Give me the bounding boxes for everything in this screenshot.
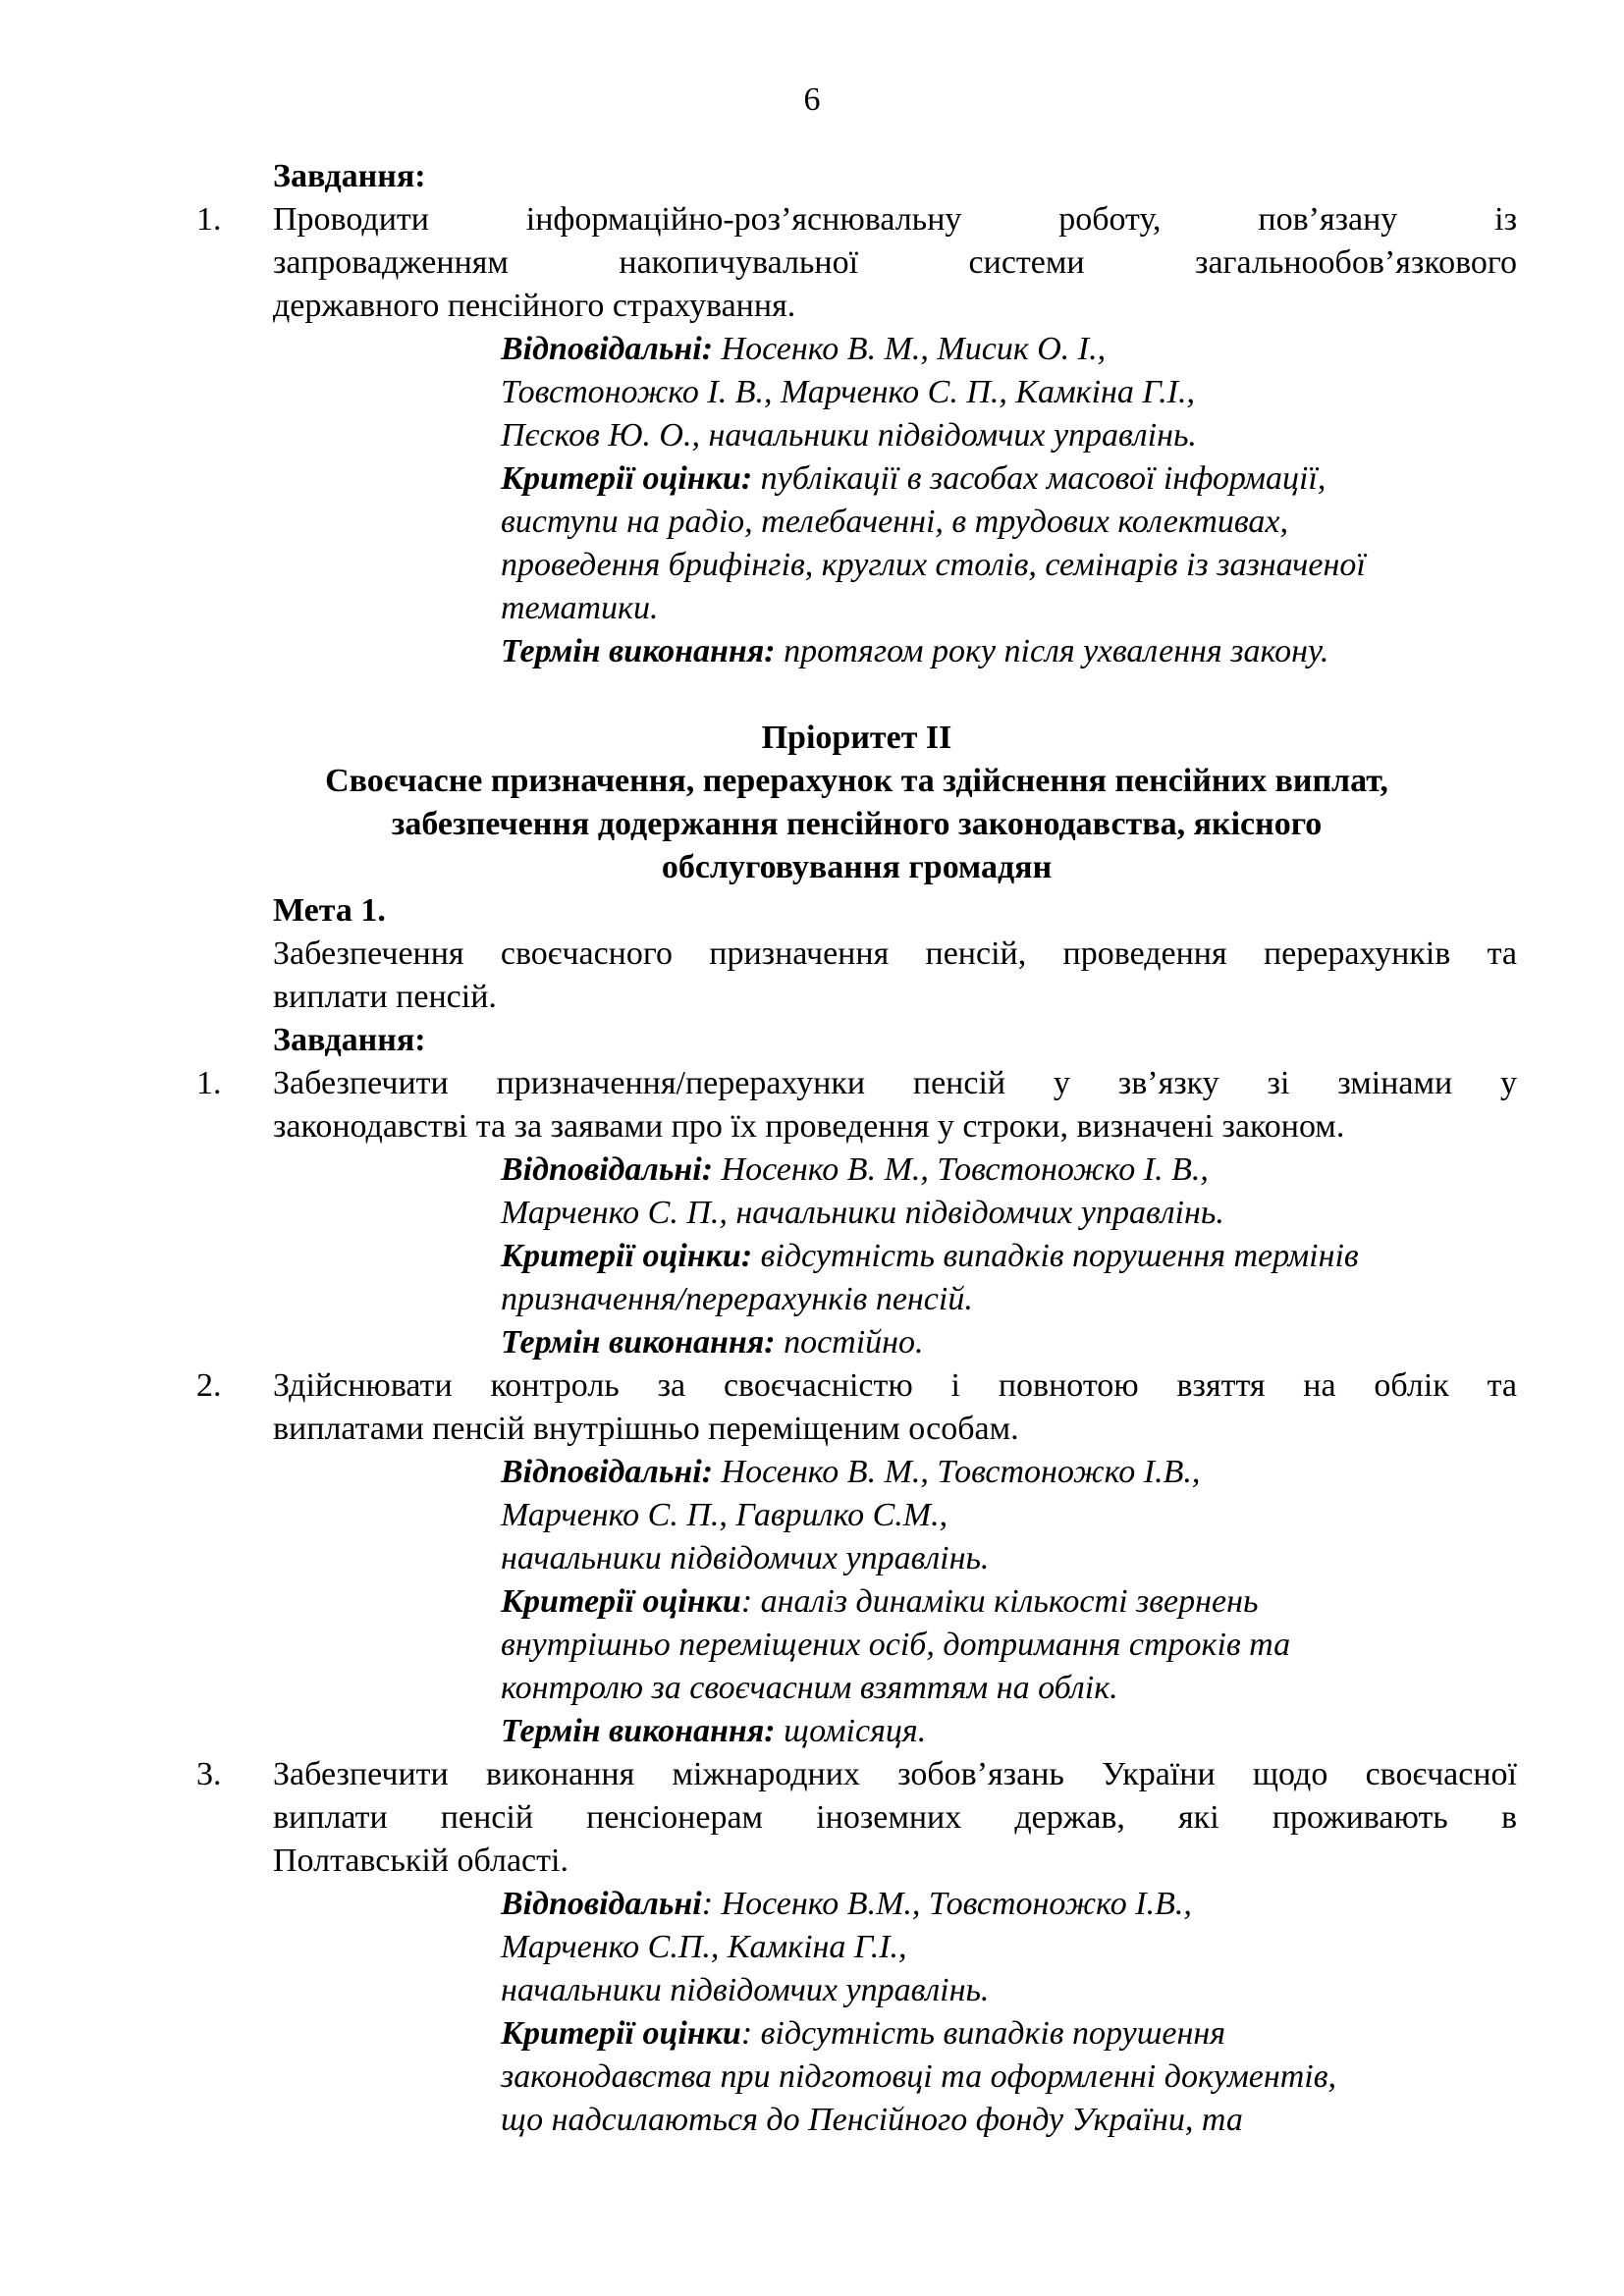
criteria-block [196, 457, 1517, 630]
criteria-text: публікації в засобах масової інформації, [752, 460, 1326, 497]
task-item [196, 198, 1517, 328]
criteria-text: : аналіз динаміки кількості звернень [740, 1583, 1259, 1620]
task-number: 1. [196, 201, 222, 238]
task-text-line: Полтавській області. [273, 1842, 568, 1879]
term-text: протягом року після ухвалення закону. [775, 633, 1329, 669]
term-label: Термін виконання: [501, 633, 776, 669]
responsible-text: Товстоножко І. В., Марченко С. П., Камкіна Г.І., [501, 374, 1195, 410]
term-text: щомісяця. [775, 1713, 927, 1749]
criteria-block [196, 1235, 1517, 1321]
task-text-line: Здійснювати контроль за своєчасністю і повнотою взяття на облік та [273, 1367, 1517, 1404]
responsible-block [196, 1451, 1517, 1580]
page-number: 6 [803, 81, 821, 118]
priority-line: Своєчасне призначення, перерахунок та здійснення пенсійних виплат, [325, 763, 1388, 799]
tasks-heading: Завдання: [273, 1022, 426, 1058]
responsible-block [196, 1148, 1517, 1235]
responsible-label: Відповідальні: [501, 1151, 714, 1188]
goal-text-line: Забезпечення своєчасного призначення пенсій, проведення перерахунків та [273, 935, 1517, 972]
responsible-text: Марченко С.П., Камкіна Г.І., [501, 1929, 907, 1965]
criteria-text: проведення брифінгів, круглих столів, семінарів із зазначеної [501, 547, 1366, 583]
priority-line: обслуговування громадян [661, 849, 1053, 885]
criteria-block [196, 1580, 1517, 1710]
task-text-line: Забезпечити виконання міжнародних зобов’язань України щодо своєчасної [273, 1756, 1517, 1792]
responsible-text: Пєсков Ю. О., начальники підвідомчих управлінь. [501, 417, 1197, 454]
responsible-label: Відповідальні: [501, 1454, 714, 1490]
document-body [196, 155, 1517, 2142]
term-block [196, 630, 1517, 673]
responsible-block [196, 1883, 1517, 2012]
task-item [196, 1364, 1517, 1451]
criteria-text: призначення/перерахунків пенсій. [501, 1281, 973, 1317]
responsible-text: Носенко В. М., Товстоножко І. В., [713, 1151, 1209, 1188]
criteria-label: Критерії оцінки: [501, 1238, 753, 1274]
criteria-text: контролю за своєчасним взяттям на облік. [501, 1670, 1118, 1706]
tasks-heading: Завдання: [273, 158, 426, 194]
term-block [196, 1321, 1517, 1364]
task-text-line: запровадженням накопичувальної системи загальнообов’язкового [273, 244, 1517, 281]
responsible-text: начальники підвідомчих управлінь. [501, 1972, 990, 2008]
responsible-text: : Носенко В.М., Товстоножко І.В., [701, 1886, 1192, 1922]
criteria-text: що надсилаються до Пенсійного фонду України, та [501, 2102, 1243, 2138]
responsible-label: Відповідальні [501, 1886, 702, 1922]
criteria-label: Критерії оцінки [501, 2015, 741, 2052]
goal-text-line: виплати пенсій. [273, 979, 497, 1015]
criteria-text: відсутність випадків порушення термінів [752, 1238, 1359, 1274]
task-text-line: законодавстві та за заявами про їх проведення у строки, визначені законом. [273, 1108, 1345, 1145]
task-text-line: Проводити інформаційно-роз’яснювальну роботу, пов’язану із [273, 201, 1517, 238]
responsible-text: начальники підвідомчих управлінь. [501, 1540, 990, 1576]
responsible-text: Марченко С. П., начальники підвідомчих управлінь. [501, 1195, 1224, 1231]
responsible-label: Відповідальні: [501, 331, 714, 367]
criteria-label: Критерії оцінки [501, 1583, 741, 1620]
criteria-text: : відсутність випадків порушення [740, 2015, 1225, 2052]
criteria-text: виступи на радіо, телебаченні, в трудових колективах, [501, 504, 1288, 540]
priority-title: Пріоритет ІІ [761, 720, 952, 756]
task-number: 2. [196, 1367, 222, 1404]
criteria-block [196, 2012, 1517, 2142]
responsible-block [196, 328, 1517, 457]
term-label: Термін виконання: [501, 1324, 776, 1361]
responsible-text: Носенко В. М., Мисик О. І., [713, 331, 1107, 367]
criteria-label: Критерії оцінки: [501, 460, 753, 497]
responsible-text: Марченко С. П., Гаврилко С.М., [501, 1497, 948, 1533]
term-block [196, 1710, 1517, 1753]
goal-heading: Мета 1. [273, 892, 386, 929]
term-label: Термін виконання: [501, 1713, 776, 1749]
term-text: постійно. [775, 1324, 924, 1361]
criteria-text: законодавства при підготовці та оформленні документів, [501, 2058, 1337, 2095]
task-number: 3. [196, 1756, 222, 1792]
responsible-text: Носенко В. М., Товстоножко І.В., [713, 1454, 1201, 1490]
task-item [196, 1062, 1517, 1148]
task-number: 1. [196, 1065, 222, 1101]
priority-line: забезпечення додержання пенсійного законодавства, якісного [391, 806, 1323, 842]
task-text-line: виплати пенсій пенсіонерам іноземних держав, які проживають в [273, 1799, 1517, 1836]
task-text-line: Забезпечити призначення/перерахунки пенсій у зв’язку зі змінами у [273, 1065, 1517, 1101]
task-text-line: державного пенсійного страхування. [273, 288, 796, 324]
task-text-line: виплатами пенсій внутрішньо переміщеним особам. [273, 1411, 1019, 1447]
criteria-text: тематики. [501, 590, 659, 626]
task-item [196, 1753, 1517, 1883]
criteria-text: внутрішньо переміщених осіб, дотримання строків та [501, 1627, 1291, 1663]
goal-text [196, 933, 1517, 1019]
